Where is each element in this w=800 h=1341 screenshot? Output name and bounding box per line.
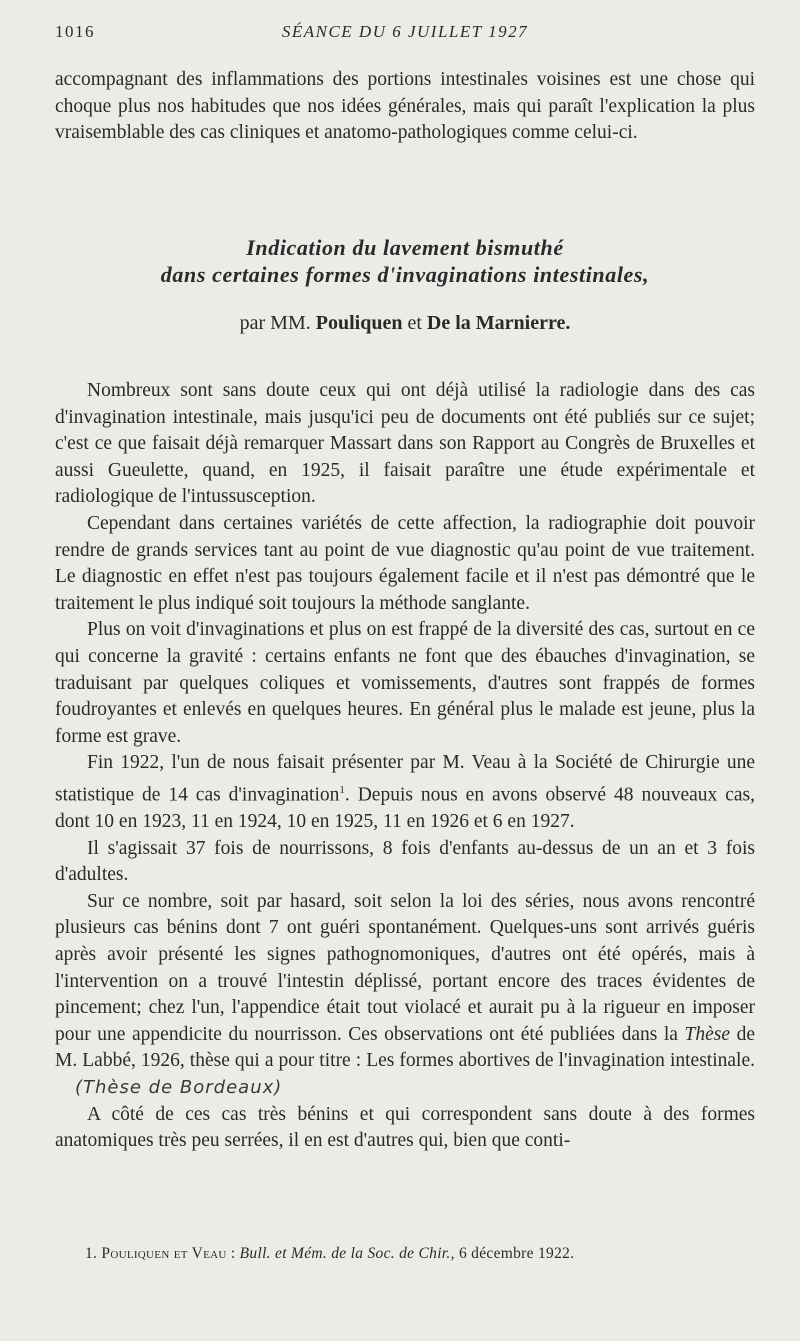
handwritten-annotation: (Thèse de Bordeaux): [75, 1076, 283, 1098]
footnote-date: , 6 décembre 1922.: [450, 1245, 575, 1262]
page-number: 1016: [55, 22, 95, 41]
footnote: [85, 1245, 765, 1263]
paragraph-1: Nombreux sont sans doute ceux qui ont déjà utilisé la radiologie dans des cas d'invagination intestinale, mais jusqu'ici peu de documents ont été publiés sur ce sujet; c'est ce que faisait déjà remarquer Massart dans son Rapport au Congrès de Bruxelles et aussi Gueulette, quand, en 1925, il faisait paraître une étude expérimentale et radiologique de l'intussusception.: [55, 380, 755, 508]
footnote-authors: Pouliquen et Veau :: [101, 1245, 236, 1262]
paragraph-7: A côté de ces cas très bénins et qui correspondent sans doute à des formes anatomiques très peu serrées, il en est d'autres qui, bien que conti-: [55, 1103, 755, 1152]
article-authors: [55, 312, 755, 335]
footnote-number: 1.: [85, 1245, 98, 1262]
authors-prefix: par MM.: [239, 312, 311, 334]
author-marnierre: De la Marnierre.: [426, 312, 571, 334]
paragraph-4-text-a: Fin 1922, l'un de nous faisait présenter par M. Veau à la Société de Chirurgie une statistique de 14 cas d'invagination: [55, 752, 755, 806]
footnote-ref: 1: [339, 783, 345, 796]
paragraph-6-text-b: de M. Labbé, 1926, thèse qui a pour titre : Les formes abortives de l'invagination intestinale.: [55, 1023, 756, 1072]
article-title-line1: Indication du lavement bismuthé: [246, 235, 564, 260]
paragraph-4: [55, 750, 755, 835]
footnote-journal: Bull. et Mém. de la Soc. de Chir.: [239, 1245, 451, 1262]
article-title-line2: dans certaines formes d'invaginations intestinales,: [160, 262, 650, 287]
article-body: [55, 378, 755, 1155]
author-pouliquen: Pouliquen: [315, 312, 403, 334]
article-title: [55, 234, 755, 288]
these-italic: Thèse: [684, 1023, 731, 1045]
paragraph-5: Il s'agissait 37 fois de nourrissons, 8 fois d'enfants au-dessus de un an et 3 fois d'adultes.: [55, 837, 755, 886]
running-header: [55, 22, 755, 46]
paragraph-4-text-b: . Depuis nous en avons observé 48 nouveaux cas, dont 10 en 1923, 11 en 1924, 10 en 1925, 11 en 1926 et 6 en 1927.: [55, 784, 755, 832]
paragraph-3: Plus on voit d'invaginations et plus on est frappé de la diversité des cas, surtout en ce qui concerne la gravité : certains enfants ne font que des ébauches d'invagination, se traduisant par quelques coliques et vomissements, d'autres sont frappés de formes foudroyantes et enlevés en quelques heures. En général plus le malade est jeune, plus la forme est grave.: [55, 619, 755, 747]
intro-block: [55, 67, 755, 147]
paragraph-2: Cependant dans certaines variétés de cette affection, la radiographie doit pouvoir rendre de grands services tant au point de vue diagnostic qu'au point de vue traitement. Le diagnostic en effet n'est pas toujours également facile et il n'est pas démontré que le traitement le plus indiqué soit toujours la méthode sanglante.: [55, 512, 755, 614]
authors-and: et: [407, 312, 422, 334]
intro-paragraph: accompagnant des inflammations des portions intestinales voisines est une chose qui choque plus nos habitudes que nos idées générales, mais qui paraît l'explication la plus vraisemblable des cas cliniques et anatomo-pathologiques comme celui-ci.: [55, 69, 755, 144]
paragraph-6-text-a: Sur ce nombre, soit par hasard, soit selon la loi des séries, nous avons rencontré plusieurs cas bénins dont 7 ont guéri spontanément. Quelques-uns sont arrivés guéris après avoir présenté les signes pathognomoniques, d'autres ont été opérés, mais à l'intervention on a trouvé l'intestin déplissé, portant encore des traces évidentes de pincement; chez l'un, l'appendice était tout violacé et aurait pu à la rigueur en imposer pour une appendicite du nourrisson. Ces observations ont été publiées dans la: [55, 890, 755, 1045]
running-title: SÉANCE DU 6 JUILLET 1927: [281, 22, 529, 41]
paragraph-6: [55, 889, 755, 1102]
